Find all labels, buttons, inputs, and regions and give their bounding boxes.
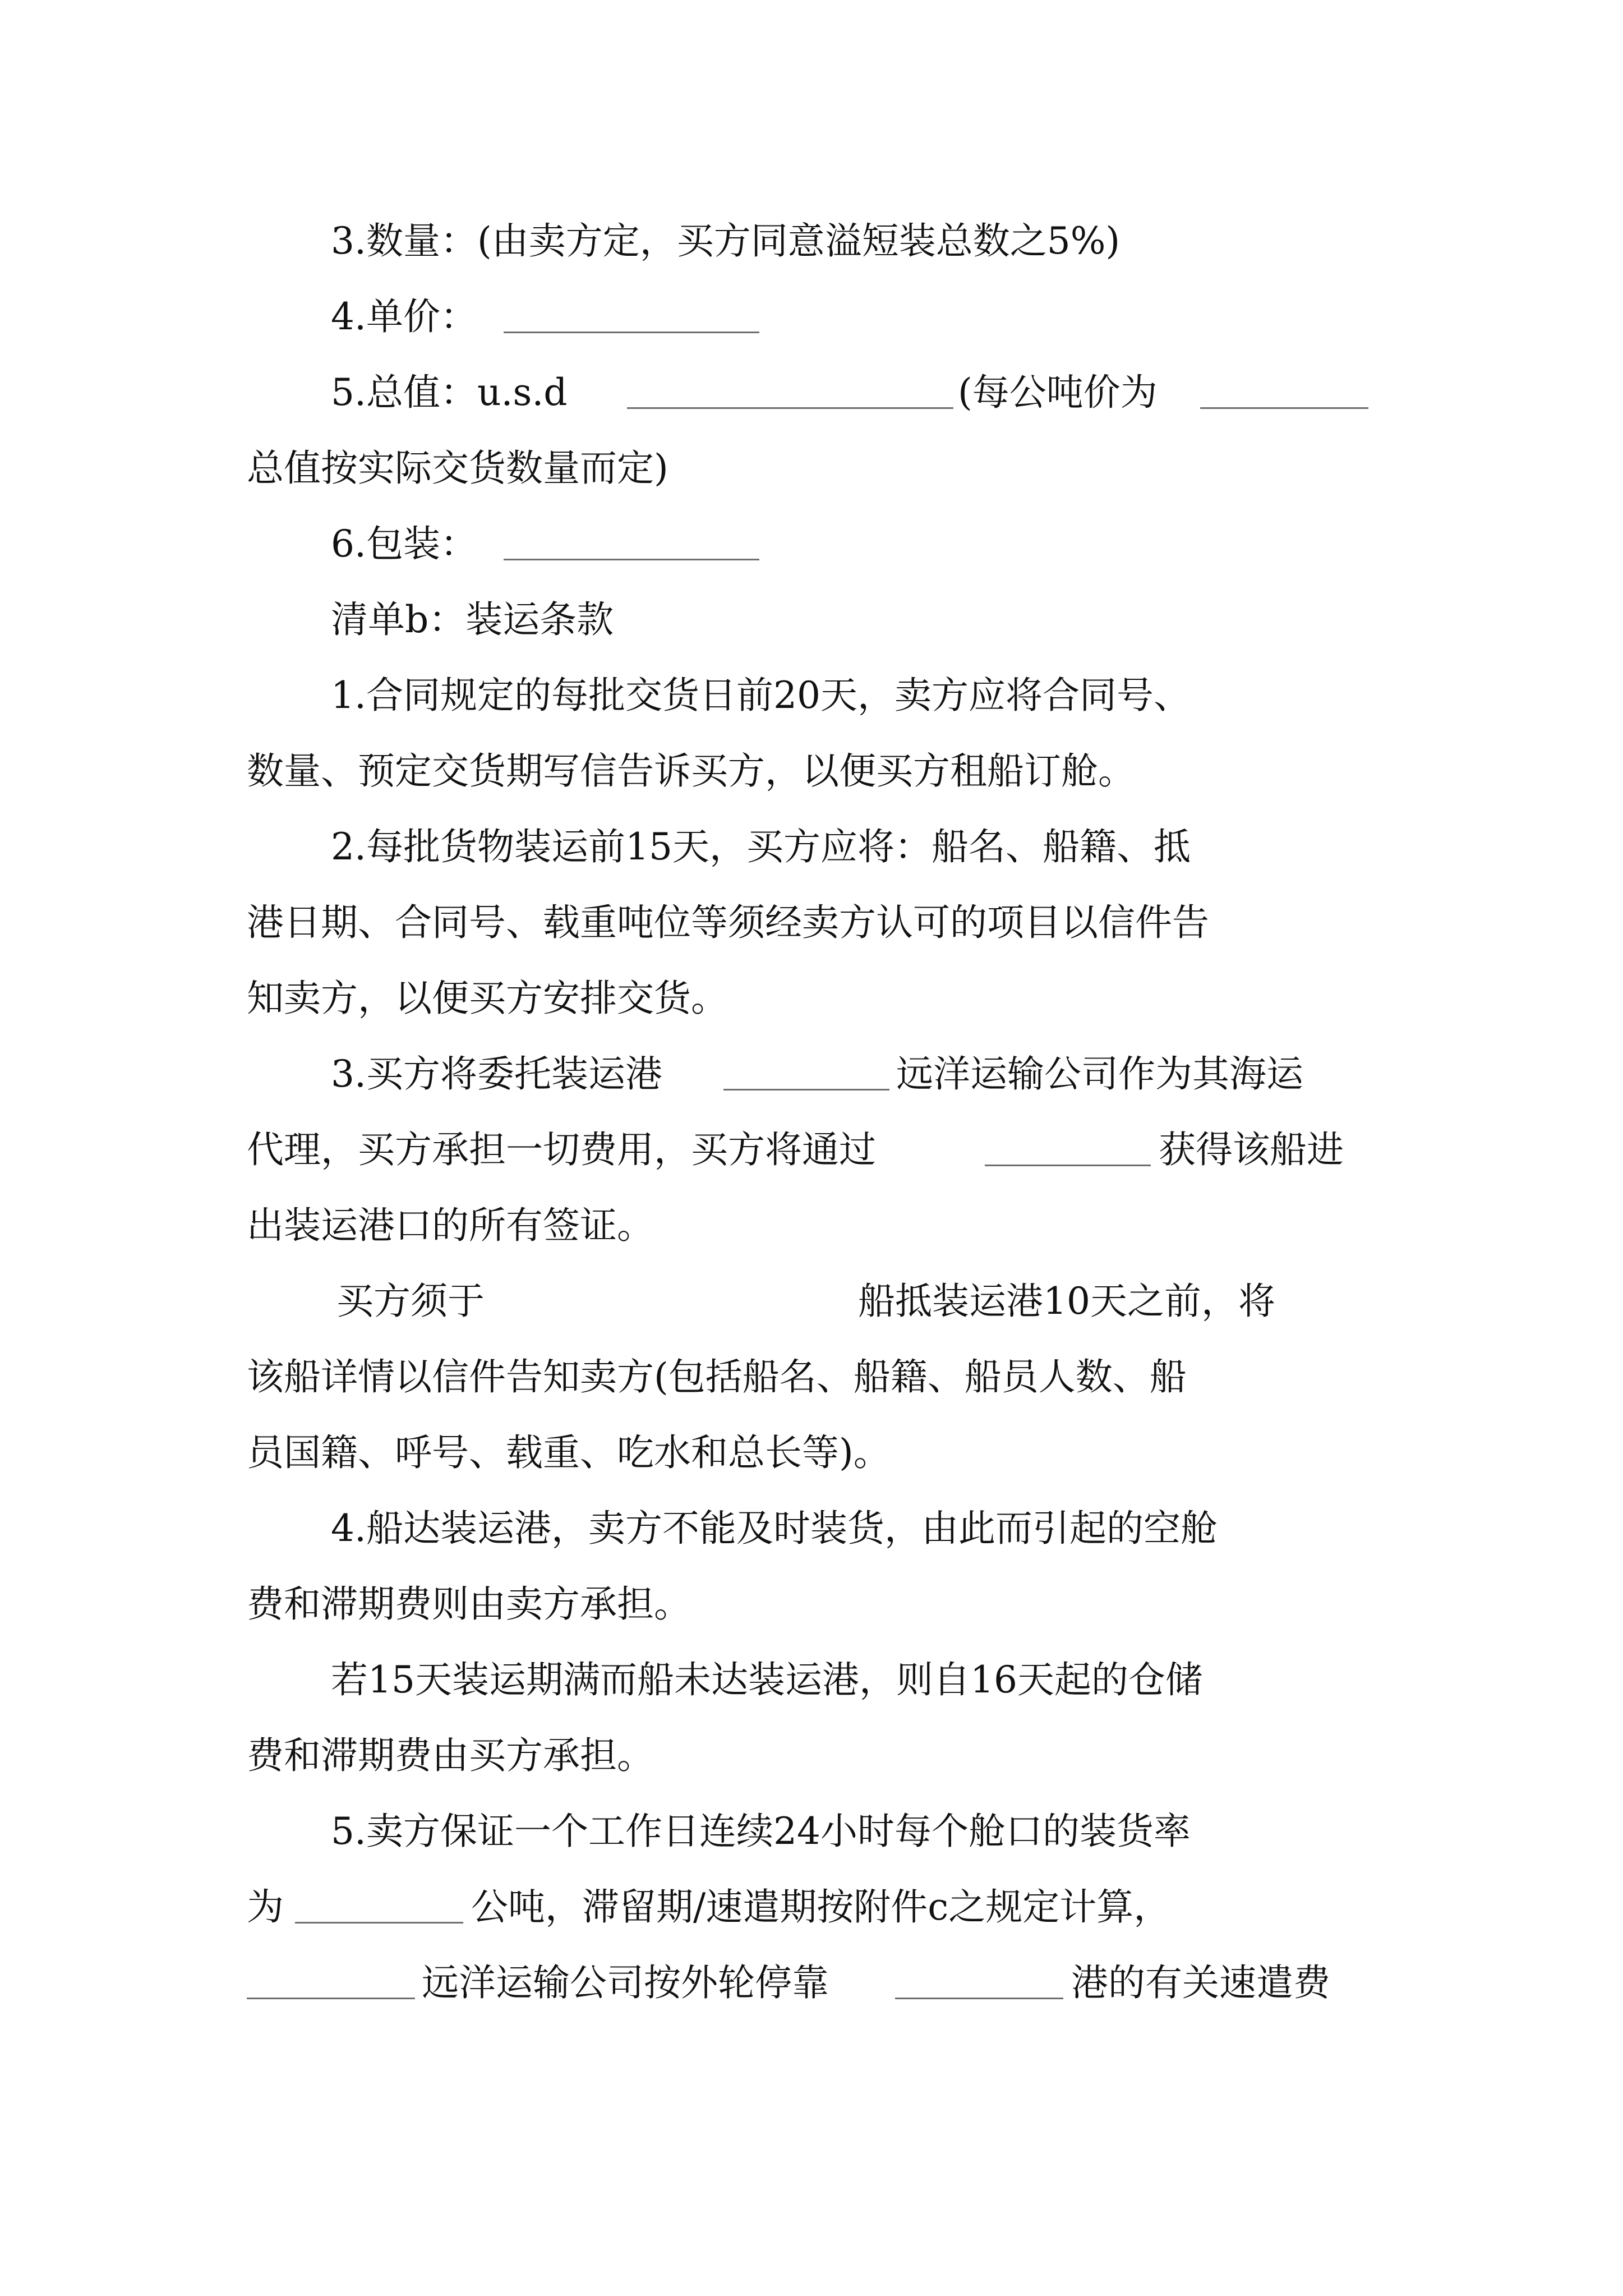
berth-port-blank — [895, 1998, 1063, 1999]
loading-rate-blank — [295, 1922, 463, 1924]
shipment-clause-3-text-2a: 代理，买方承担一切费用，买方将通过 — [247, 1128, 876, 1171]
shipment-clause-5-text-3a: 远洋运输公司按外轮停靠 — [422, 1961, 829, 2004]
shipment-clause-3-text-2b: 获得该船进 — [1159, 1128, 1344, 1171]
shipment-clause-5-text-3b: 港的有关速遣费 — [1071, 1961, 1330, 2004]
clause-total-value-line — [0, 367, 1623, 418]
shipping-agent-port-blank — [723, 1089, 889, 1091]
packing-blank — [504, 559, 759, 560]
shipment-clause-1-text-2: 数量、预定交货期写信告诉买方，以便买方租船订舱。 — [247, 749, 1135, 793]
shipment-clause-3-text-1a: 3.买方将委托装运港 — [331, 1052, 662, 1096]
shipment-clause-4-text-2: 费和滞期费则由卖方承担。 — [247, 1582, 691, 1626]
visa-agent-blank — [985, 1165, 1151, 1166]
clause-quantity-text: 3.数量：(由卖方定，买方同意溢短装总数之5%) — [331, 219, 1121, 263]
clause-total-value-line-2 — [0, 443, 1623, 494]
shipment-clause-3-line-2 — [0, 1125, 1623, 1175]
storage-fee-text-2: 费和滞期费由买方承担。 — [247, 1734, 654, 1777]
shipment-clause-5-line-2 — [0, 1882, 1623, 1932]
shipment-clause-3-line-1 — [0, 1049, 1623, 1099]
shipment-clause-1-text-1 — [331, 670, 1374, 721]
clause-quantity-line — [0, 216, 1623, 266]
buyer-notice-text-1a: 买方须于 — [336, 1280, 485, 1323]
shipment-clause-1-line-1 — [0, 670, 1623, 721]
storage-fee-line-2 — [0, 1731, 1623, 1781]
shipment-clause-2-text-2: 港日期、合同号、载重吨位等须经卖方认可的项目以信件告 — [247, 901, 1209, 944]
shipment-clause-2-line-1 — [0, 822, 1623, 872]
clause-total-value-per-ton-label: (每公吨价为 — [958, 371, 1158, 414]
shipment-clause-5-text-2a: 为 — [247, 1885, 284, 1929]
clause-unit-price-label: 4.单价： — [331, 295, 477, 338]
shipment-clause-4-line-1 — [0, 1503, 1623, 1554]
buyer-notice-text-1b: 船抵装运港10天之前，将 — [858, 1280, 1275, 1323]
shipment-clause-5-text-2b: 公吨，滞留期/速遣期按附件c之规定计算， — [471, 1885, 1171, 1929]
buyer-notice-text-2: 该船详情以信件告知卖方(包括船名、船籍、船员人数、船 — [247, 1355, 1187, 1398]
buyer-notice-line-2 — [0, 1352, 1623, 1402]
shipment-clause-3-text-1b: 远洋运输公司作为其海运 — [896, 1052, 1303, 1096]
shipment-clause-4-text-1: 4.船达装运港，卖方不能及时装货，由此而引起的空舱 — [331, 1507, 1218, 1550]
storage-fee-line-1 — [0, 1655, 1623, 1705]
clause-total-value-label: 5.总值：u.s.d — [331, 371, 568, 414]
shipping-company-blank — [247, 1998, 415, 1999]
buyer-notice-text-3: 员国籍、呼号、载重、吃水和总长等)。 — [247, 1431, 891, 1474]
shipment-clause-3-text-3: 出装运港口的所有签证。 — [247, 1204, 654, 1247]
shipment-clause-2-line-3 — [0, 973, 1623, 1024]
shipment-clause-5-line-3 — [0, 1958, 1623, 2008]
shipment-clause-5-line-1 — [0, 1806, 1623, 1857]
shipment-clause-5-text-1: 5.卖方保证一个工作日连续24小时每个舱口的装货率 — [331, 1810, 1191, 1853]
storage-fee-text-1: 若15天装运期满而船未达装运港，则自16天起的仓储 — [331, 1658, 1202, 1701]
shipment-clause-2-text-3: 知卖方，以便买方安排交货。 — [247, 977, 728, 1020]
shipment-clause-1-span-1: 1.合同规定的每批交货日前20天，卖方应将合同号、 — [331, 674, 1191, 717]
shipment-clause-2-text-1: 2.每批货物装运前15天，买方应将：船名、船籍、抵 — [331, 825, 1191, 868]
clause-unit-price-line — [0, 292, 1623, 342]
shipment-clause-1-line-2 — [0, 746, 1623, 797]
shipment-clause-2-line-2 — [0, 898, 1623, 948]
shipment-clause-4-line-2 — [0, 1579, 1623, 1630]
clause-packing-line — [0, 519, 1623, 569]
clause-total-value-note: 总值按实际交货数量而定) — [247, 447, 668, 490]
total-value-blank — [627, 407, 953, 409]
schedule-b-heading-line — [0, 595, 1623, 645]
price-per-ton-blank — [1200, 407, 1368, 409]
schedule-b-heading: 清单b：装运条款 — [331, 598, 614, 641]
shipment-clause-3-line-3 — [0, 1200, 1623, 1251]
unit-price-blank — [504, 332, 759, 333]
clause-packing-label: 6.包装： — [331, 522, 477, 565]
buyer-notice-line-1 — [0, 1276, 1623, 1327]
buyer-notice-line-3 — [0, 1428, 1623, 1478]
